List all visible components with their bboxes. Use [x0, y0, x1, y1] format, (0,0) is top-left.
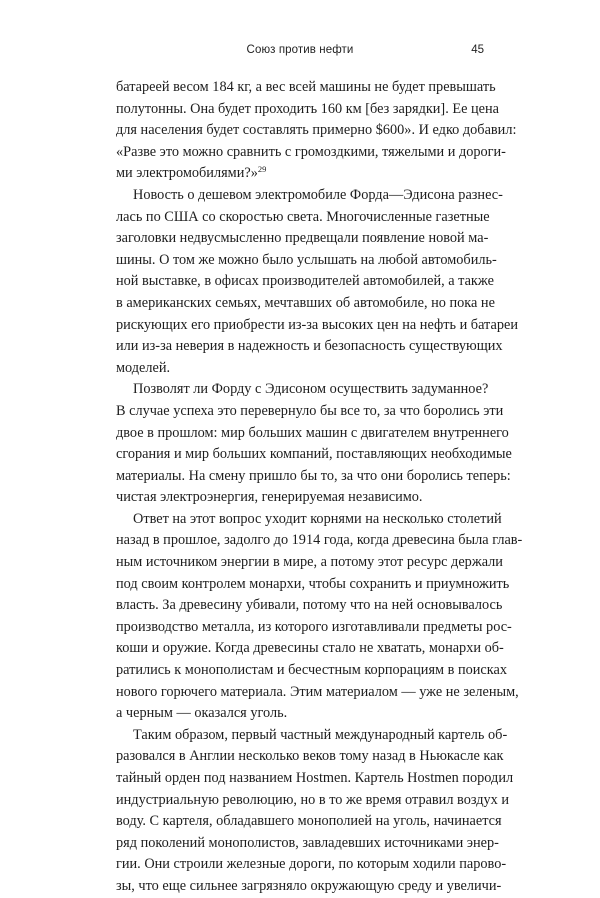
text-line: или из-за неверия в надежность и безопасность существующих: [116, 338, 503, 355]
text-line: а черным — оказался уголь.: [116, 705, 288, 722]
text-line: «Разве это можно сравнить с громоздкими, тяжелыми и дороги-: [116, 143, 506, 160]
paragraph: [116, 509, 523, 725]
text-line: нового горючего материала. Этим материалом — уже не зеленым,: [116, 683, 519, 700]
text-line: ратились к монополистам и бесчестным корпорациям в поисках: [116, 662, 507, 679]
text-line: производство металла, из которого изготавливали предметы рос-: [116, 618, 512, 635]
text-line: Позволят ли Форду с Эдисоном осуществить задуманное?: [133, 381, 489, 398]
running-head: [116, 44, 484, 62]
paragraph: [116, 77, 517, 185]
text-line: материалы. На смену пришло бы то, за что они боролись теперь:: [116, 467, 511, 484]
text-line: шины. О том же можно было услышать на любой автомобиль-: [116, 251, 497, 268]
text-line: двое в прошлом: мир больших машин с двигателем внутреннего: [116, 424, 509, 441]
text-line: для населения будет составлять примерно $600». И едко добавил:: [116, 122, 517, 139]
text-line: тайный орден под названием Hostmen. Картель Hostmen породил: [116, 770, 514, 786]
body-text: [116, 77, 523, 898]
text-line: рискующих его приобрести из-за высоких цен на нефть и батареи: [116, 316, 518, 333]
text-line: власть. За древесину убивали, потому что на ней основывалось: [116, 597, 503, 614]
text-line: ной выставке, в офисах производителей автомобилей, а также: [116, 273, 494, 290]
text-line: воду. С картеля, обладавшего монополией на уголь, начинается: [116, 813, 502, 830]
paragraph: [116, 725, 514, 898]
text-line: Таким образом, первый частный международный картель об-: [133, 726, 508, 743]
paragraph: [116, 379, 512, 509]
text-line: под своим контролем монархи, чтобы сохранить и приумножить: [116, 575, 510, 592]
text-line: Ответ на этот вопрос уходит корнями на несколько столетий: [133, 510, 502, 527]
text-line: лась по США со скоростью света. Многочисленные газетные: [116, 208, 490, 225]
text-line: В случае успеха это перевернуло бы все то, за что боролись эти: [116, 402, 504, 419]
text-line: индустриальную революцию, но в то же время отравил воздух и: [116, 791, 510, 808]
text-line: коши и оружие. Когда древесины стало не хватать, монархи об-: [116, 640, 504, 657]
text-line: Новость о дешевом электромобиле Форда—Эдисона разнес-: [133, 186, 503, 203]
text-line: ряд поколений монополистов, завладевших источниками энер-: [116, 834, 499, 851]
text-fragment: ми электромобилями?»: [116, 165, 258, 182]
text-line: сгорания и мир больших компаний, поставляющих необходимые: [116, 446, 512, 463]
footnote-ref: 29: [257, 164, 267, 175]
text-line: батареей весом 184 кг, а вес всей машины не будет превышать: [116, 79, 496, 95]
text-line: назад в прошлое, задолго до 1914 года, когда древесина была глав-: [116, 532, 523, 549]
running-title: Союз против нефти: [246, 44, 354, 56]
text-line: ным источником энергии в мире, а потому этот ресурс держали: [116, 554, 503, 571]
text-line: моделей.: [116, 359, 171, 376]
text-line: разовался в Англии несколько веков тому назад в Ньюкасле как: [116, 748, 504, 765]
text-line: [116, 163, 484, 185]
text-line: чистая электроэнергия, генерируемая независимо.: [116, 489, 423, 506]
page-number: 45: [471, 44, 484, 56]
paragraph: [116, 185, 518, 379]
text-line: в американских семьях, мечтавших об автомобиле, но пока не: [116, 294, 495, 311]
text-line: заголовки недвусмысленно предвещали появление новой ма-: [116, 230, 489, 247]
text-line: зы, что еще сильнее загрязняло окружающую среду и увеличи-: [116, 877, 502, 894]
text-line: гии. Они строили железные дороги, по которым ходили парово-: [116, 856, 507, 873]
text-line: полутонны. Она будет проходить 160 км [без зарядки]. Ее цена: [116, 100, 499, 117]
